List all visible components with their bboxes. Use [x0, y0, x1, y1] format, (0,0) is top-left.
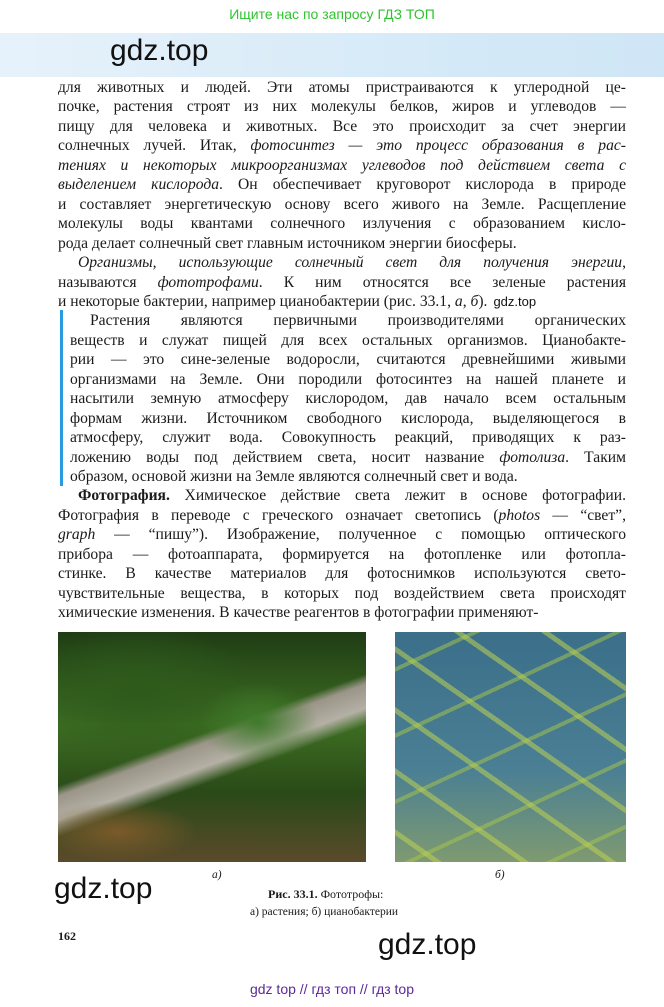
text-segment: а — [454, 292, 463, 310]
text-segment: фотолиза — [499, 448, 566, 466]
text-line — [58, 603, 626, 622]
text-line — [58, 545, 626, 564]
text-line — [58, 525, 626, 544]
text-segment: graph — [58, 526, 96, 544]
text-line — [58, 292, 626, 311]
text-segment: атмосферу, служит вода. Совокупность реакций, приводящих к раз- — [70, 429, 626, 447]
text-line — [70, 311, 626, 330]
text-line — [70, 409, 626, 428]
text-line — [58, 273, 626, 292]
text-segment: б — [470, 292, 479, 310]
text-line — [58, 117, 626, 136]
watermark: gdz.top — [54, 872, 153, 905]
text-line — [58, 214, 626, 233]
text-segment: ). — [478, 292, 488, 310]
text-segment: . Таким — [565, 448, 626, 466]
figure-label-a: а) — [212, 869, 222, 881]
text-segment: — “пишу”). Изображение, полученное с помощью оптического — [95, 526, 626, 544]
page-number: 162 — [58, 929, 76, 943]
text-line — [70, 428, 626, 447]
text-segment: Химическое действие света лежит в основе фотографии. — [169, 487, 626, 505]
text-segment: , — [462, 292, 471, 310]
text-segment: photos — [498, 506, 541, 524]
photo-plants — [58, 632, 366, 862]
figure-label-b: б) — [495, 869, 505, 881]
watermark: gdz.top — [110, 34, 209, 67]
watermark: gdz.top — [378, 928, 477, 961]
text-segment: формам жизни. Источником свободного кислорода, выделяющегося в — [70, 409, 626, 427]
text-line — [58, 584, 626, 603]
text-segment: солнечных лучей. Итак, — [58, 137, 251, 155]
text-segment: — “свет”, — [540, 506, 626, 524]
text-segment: , — [622, 254, 626, 272]
text-segment: образом, основой жизни на Земле являются солнечный свет и вода. — [70, 468, 518, 485]
text-segment: химические изменения. В качестве реагентов в фотографии применяют- — [58, 604, 539, 622]
text-line — [70, 350, 626, 369]
text-segment: . К ним относятся все зеленые растения — [258, 273, 626, 291]
photo-cyanobacteria — [395, 632, 626, 862]
text-segment: почке, растения строят из них молекулы белков, жиров и углеводов — — [58, 98, 626, 116]
watermark: gdz.top — [493, 293, 537, 309]
figure-caption-sub: а) растения; б) цианобактерии — [250, 906, 399, 918]
text-segment: Фотография в переводе с греческого означает светопись ( — [58, 506, 499, 524]
text-segment: фотосинтез — это процесс образования в рас- — [250, 137, 627, 155]
text-segment: для животных и людей. Эти атомы пристраиваются к углеродной це- — [58, 79, 626, 96]
text-segment: организмами на Земле. Они породили фотосинтез на нашей планете и — [70, 370, 626, 388]
text-line — [58, 486, 626, 505]
text-line — [58, 136, 626, 155]
text-line — [58, 253, 626, 272]
paragraph-marker-bar — [60, 310, 63, 486]
text-line — [70, 331, 626, 350]
text-segment: тениях и некоторых микроорганизмах углеводов под действием света с — [58, 156, 626, 174]
text-line — [70, 370, 626, 389]
footer-links[interactable]: gdz top // гдз топ // гдз top — [249, 981, 415, 997]
text-segment: рии — это сине-зеленые водоросли, считаются древнейшими живыми — [70, 351, 626, 369]
text-line — [58, 195, 626, 214]
text-segment: Фотография. — [78, 487, 170, 505]
text-segment: фототрофами — [157, 273, 259, 291]
figure-caption-title — [268, 887, 428, 902]
text-segment: молекулы воды квантами солнечного излучения с образованием кисло- — [58, 215, 626, 233]
text-segment: называются — [58, 273, 158, 291]
text-line — [58, 97, 626, 116]
text-segment: чувствительные вещества, в которых под воздействием света происходят — [58, 584, 626, 602]
text-line — [58, 506, 626, 525]
caption-title: Фототрофы: — [317, 887, 384, 901]
text-line — [70, 448, 626, 467]
text-segment: стинке. В качестве материалов для фотоснимков используются свето- — [58, 565, 626, 583]
text-segment: веществ и служат пищей для всех остальных организмов. Цианобакте- — [70, 331, 626, 349]
search-banner: Ищите нас по запросу ГДЗ ТОП — [229, 6, 435, 22]
text-segment: Растения являются первичными производителями органических — [90, 312, 626, 330]
text-line — [70, 389, 626, 408]
text-segment: и некоторые бактерии, например цианобактерии (рис. 33.1, — [58, 292, 455, 310]
text-segment: выделением кислорода — [58, 176, 220, 194]
text-segment: и составляет энергетическую основу всего живого на Земле. Расщепление — [58, 195, 626, 213]
header-band — [0, 33, 664, 77]
text-line — [58, 78, 626, 97]
caption-number: Рис. 33.1. — [268, 887, 318, 901]
text-segment: пищу для человека и животных. Все это происходит за счет энергии — [58, 117, 626, 135]
text-line — [58, 175, 626, 194]
text-segment: . Он обеспечивает круговорот кислорода в природе — [219, 176, 626, 194]
text-line — [58, 234, 626, 253]
text-line — [58, 564, 626, 583]
text-segment: ложению воды под действием света, носит название — [70, 448, 500, 466]
text-line — [70, 467, 626, 486]
text-line — [58, 156, 626, 175]
text-segment: прибора — фотоаппарата, формируется на фотопленке или фотопла- — [58, 545, 626, 563]
text-segment: насытили земную атмосферу кислородом, дав начало всем остальным — [70, 390, 626, 408]
text-segment: Организмы, использующие солнечный свет для получения энергии — [78, 254, 623, 272]
text-segment: рода делает солнечный свет главным источником энергии биосферы. — [58, 234, 517, 252]
